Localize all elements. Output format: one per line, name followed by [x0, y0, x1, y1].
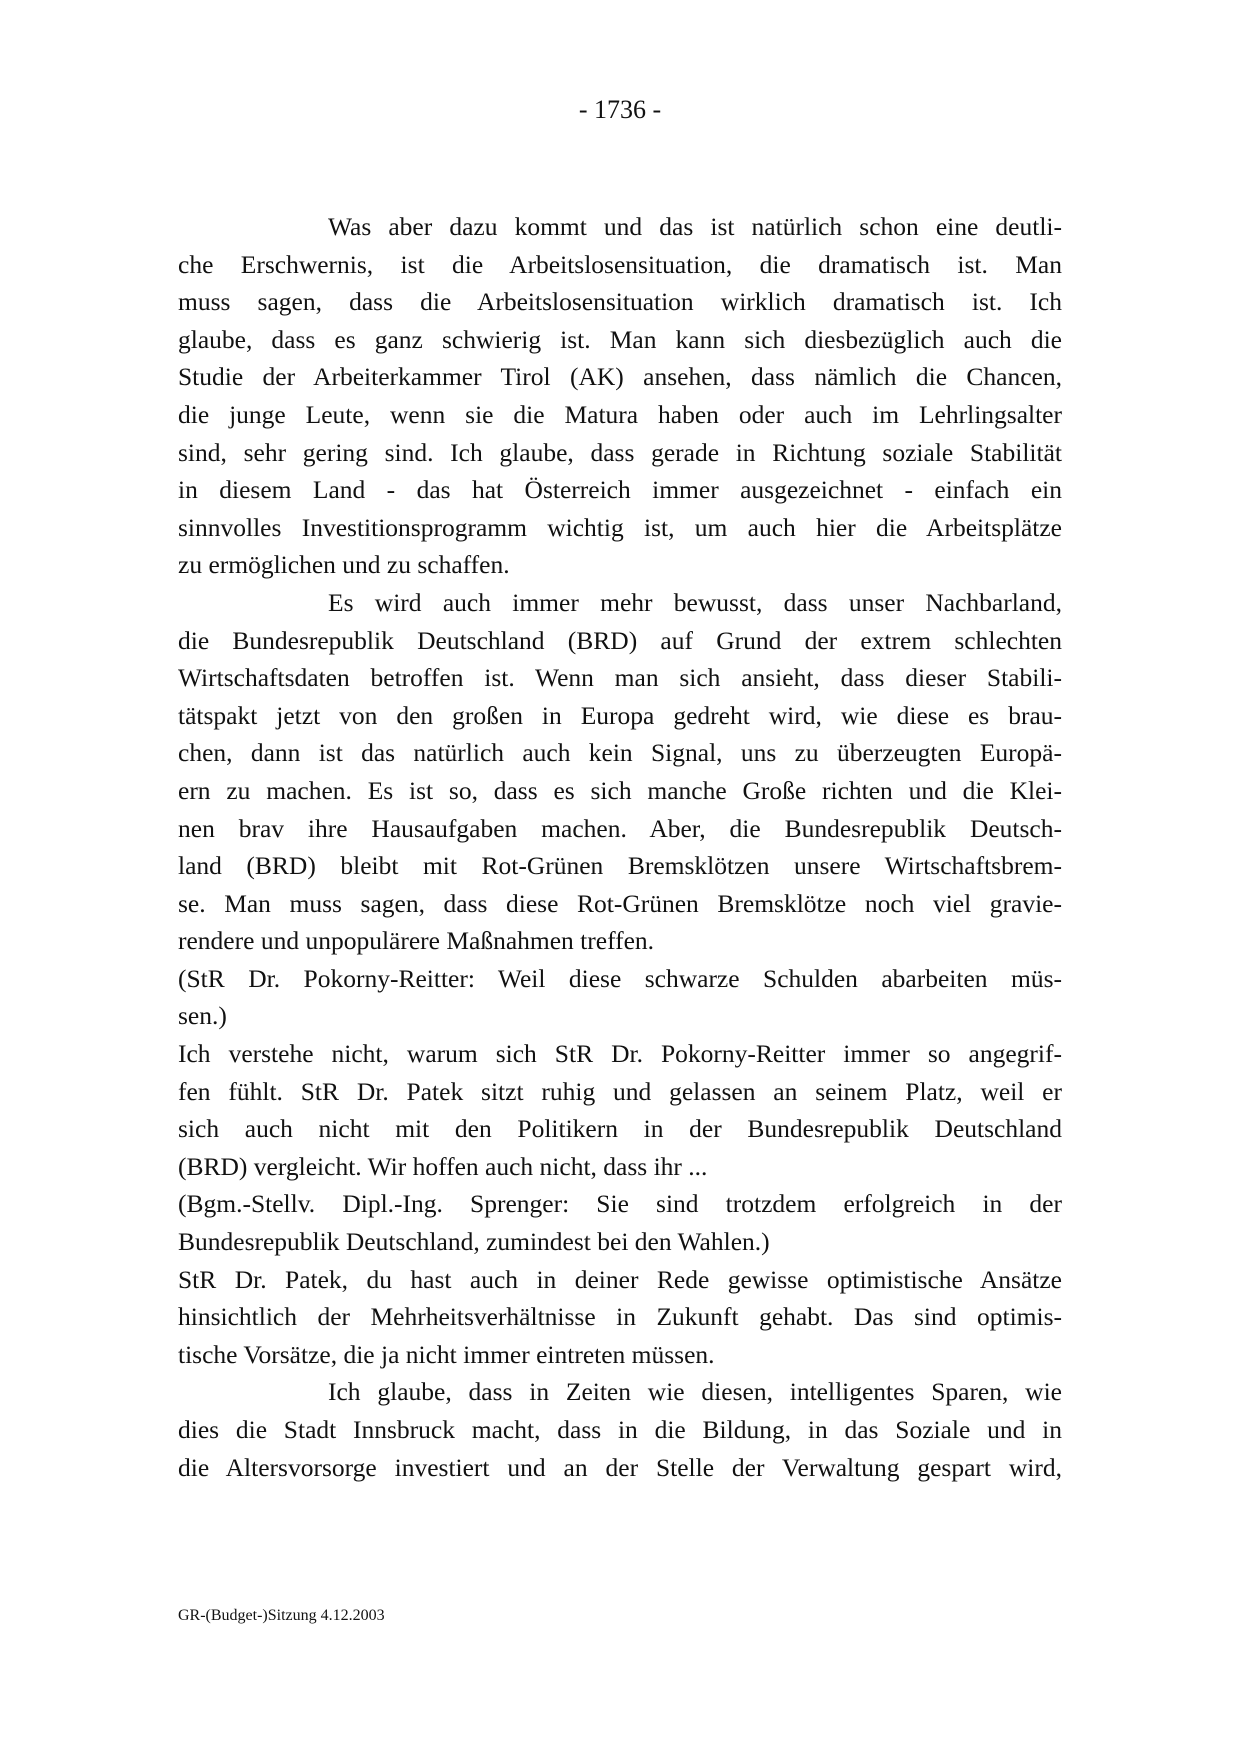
text-line: land (BRD) bleibt mit Rot-Grünen Bremsklötzen unsere Wirtschaftsbrem-: [178, 851, 1062, 881]
text-line: nen brav ihre Hausaufgaben machen. Aber, die Bundesrepublik Deutsch-: [178, 813, 1062, 843]
page-number: - 1736 -: [578, 95, 662, 124]
text-line: die junge Leute, wenn sie die Matura haben oder auch im Lehrlingsalter: [178, 399, 1062, 429]
footer-session-label: GR-(Budget-)Sitzung 4.12.2003: [178, 1607, 385, 1624]
text-line: Ich glaube, dass in Zeiten wie diesen, intelligentes Sparen, wie: [328, 1377, 1062, 1407]
text-line: che Erschwernis, ist die Arbeitslosensituation, die dramatisch ist. Man: [178, 249, 1062, 279]
text-line: Wirtschaftsdaten betroffen ist. Wenn man sich ansieht, dass dieser Stabili-: [178, 663, 1062, 693]
text-line: sinnvolles Investitionsprogramm wichtig ist, um auch hier die Arbeitsplätze: [178, 512, 1062, 542]
text-line: (BRD) vergleicht. Wir hoffen auch nicht, dass ihr ...: [178, 1151, 708, 1181]
text-line: Es wird auch immer mehr bewusst, dass unser Nachbarland,: [328, 587, 1062, 617]
text-line: Studie der Arbeiterkammer Tirol (AK) ansehen, dass nämlich die Chancen,: [178, 362, 1062, 392]
text-line: Bundesrepublik Deutschland, zumindest bei den Wahlen.): [178, 1227, 770, 1257]
text-line: se. Man muss sagen, dass diese Rot-Grünen Bremsklötze noch viel gravie-: [178, 888, 1062, 918]
text-line: sich auch nicht mit den Politikern in der Bundesrepublik Deutschland: [178, 1114, 1062, 1144]
text-line: sind, sehr gering sind. Ich glaube, dass gerade in Richtung soziale Stabilität: [178, 437, 1062, 467]
text-line: (Bgm.-Stellv. Dipl.-Ing. Sprenger: Sie sind trotzdem erfolgreich in der: [178, 1189, 1062, 1219]
text-line: fen fühlt. StR Dr. Patek sitzt ruhig und gelassen an seinem Platz, weil er: [178, 1076, 1062, 1106]
text-line: StR Dr. Patek, du hast auch in deiner Rede gewisse optimistische Ansätze: [178, 1264, 1062, 1294]
text-line: hinsichtlich der Mehrheitsverhältnisse in Zukunft gehabt. Das sind optimis-: [178, 1302, 1062, 1332]
text-line: in diesem Land - das hat Österreich immer ausgezeichnet - einfach ein: [178, 475, 1062, 505]
text-line: Was aber dazu kommt und das ist natürlich schon eine deutli-: [328, 212, 1062, 241]
text-line: rendere und unpopulärere Maßnahmen treffen.: [178, 926, 655, 956]
text-line: zu ermöglichen und zu schaffen.: [178, 550, 510, 580]
body-text: [178, 208, 1062, 1486]
text-line: muss sagen, dass die Arbeitslosensituation wirklich dramatisch ist. Ich: [178, 287, 1062, 317]
text-line: ern zu machen. Es ist so, dass es sich manche Große richten und die Klei-: [178, 775, 1062, 805]
text-line: Ich verstehe nicht, warum sich StR Dr. Pokorny-Reitter immer so angegrif-: [178, 1039, 1062, 1069]
text-line: die Altersvorsorge investiert und an der Stelle der Verwaltung gespart wird,: [178, 1452, 1062, 1482]
text-line: glaube, dass es ganz schwierig ist. Man kann sich diesbezüglich auch die: [178, 324, 1062, 354]
text-line: die Bundesrepublik Deutschland (BRD) auf Grund der extrem schlechten: [178, 625, 1062, 655]
text-line: tische Vorsätze, die ja nicht immer eintreten müssen.: [178, 1339, 715, 1369]
text-line: tätspakt jetzt von den großen in Europa gedreht wird, wie diese es brau-: [178, 700, 1062, 730]
text-line: chen, dann ist das natürlich auch kein Signal, uns zu überzeugten Europä-: [178, 738, 1062, 768]
text-line: dies die Stadt Innsbruck macht, dass in die Bildung, in das Soziale und in: [178, 1415, 1062, 1444]
text-line: sen.): [178, 1001, 227, 1031]
text-line: (StR Dr. Pokorny-Reitter: Weil diese schwarze Schulden abarbeiten müs-: [178, 963, 1062, 993]
